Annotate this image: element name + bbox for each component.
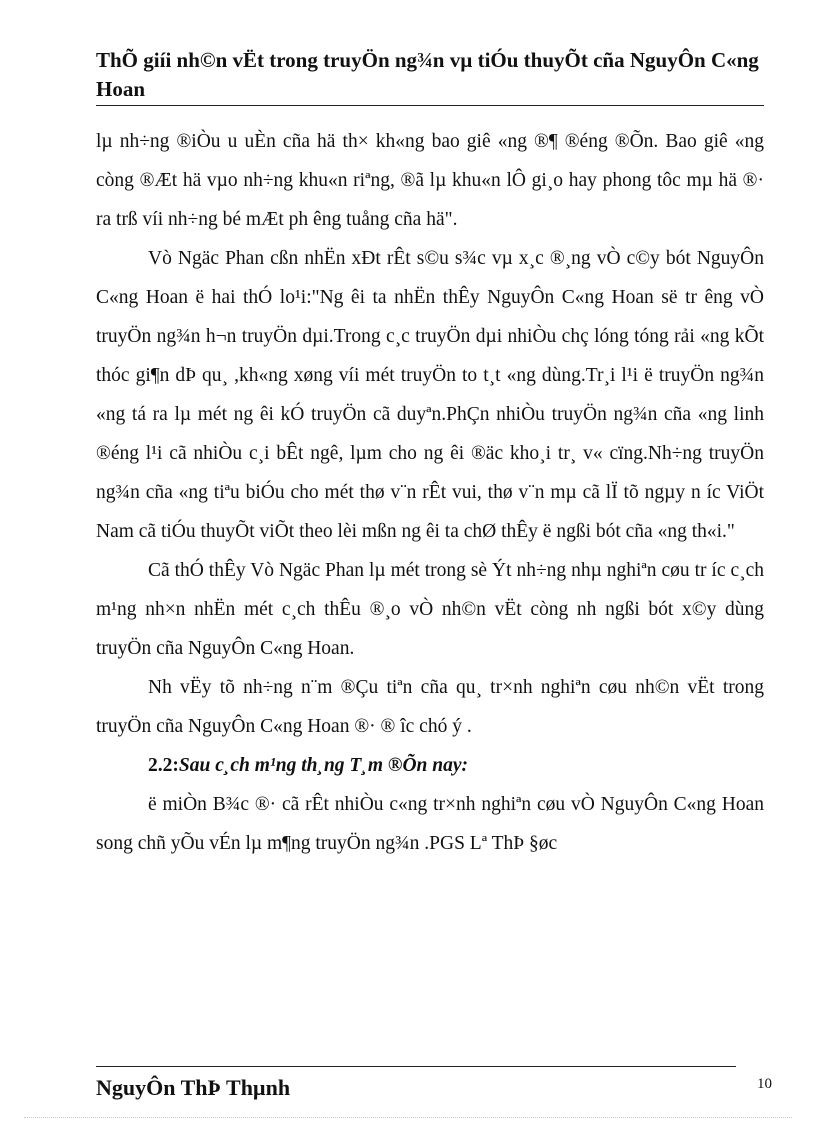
footer-author: NguyÔn ThÞ Thµnh — [96, 1075, 291, 1100]
document-page — [96, 0, 772, 1123]
paragraph-3: Cã thÓ thÊy Vò Ngäc Phan lµ mét trong sè Ýt nh÷ng nhµ nghiªn cøu tr íc c¸ch m¹ng nh×n nhËn mét c¸ch thÊu ®¸o vÒ nh©n vËt còng nh ngßi bót x©y dùng truyÖn cña NguyÔn C«ng Hoan. — [96, 560, 764, 659]
section-number: 2.2: — [148, 755, 179, 776]
paragraph-1: lµ nh÷ng ®iÒu u uÈn cña hä th× kh«ng bao giê «ng ®¶ ®éng ®Õn. Bao giê «ng còng ®Æt hä vµo nh÷ng khu«n riªng, ®ã lµ khu«n lÔ gi¸o hay phong tôc mµ hä ®· ra trß víi nh÷ng bé mÆt ph êng tuång cña hä". — [96, 131, 764, 230]
paragraph-5: ë miÒn B¾c ®· cã rÊt nhiÒu c«ng tr×nh nghiªn cøu vÒ NguyÔn C«ng Hoan song chñ yÕu vÉn lµ m¶ng truyÖn ng¾n .PGS Lª ThÞ §øc — [96, 794, 764, 854]
section-title: Sau c¸ch m¹ng th¸ng T¸m ®Õn nay: — [178, 755, 468, 776]
footer-divider — [96, 1066, 736, 1067]
paragraph-2: Vò Ngäc Phan cßn nhËn xÐt rÊt s©u s¾c vµ x¸c ®¸ng vÒ c©y bót NguyÔn C«ng Hoan ë hai thÓ lo¹i:"Ng êi ta nhËn thÊy NguyÔn C«ng Hoan së tr êng vÒ truyÖn ng¾n h¬n truyÖn dµi.Trong c¸c truyÖn dµi nhiÒu chç lóng tóng rải «ng kÕt thóc gi¶n dÞ qu¸ ,kh«ng xøng víi mét truyÖn to t¸t «ng dùng.Tr¸i l¹i ë truyÖn ng¾n «ng tá ra lµ mét ng êi kÓ truyÖn cã duyªn.PhÇn nhiÒu truyÖn ng¾n cña «ng linh ®éng l¹i cã nhiÒu c¸i bÊt ngê, lµm cho ng êi ®äc kho¸i tr¸ v« cïng.Nh÷ng truyÖn ng¾n cña «ng tiªu biÓu cho mét thø v¨n rÊt vui, thø v¨n mµ cã lÏ tõ ngµy n íc ViÖt Nam cã tiÓu thuyÕt viÕt theo lèi mßn ng êi ta chØ thÊy ë ngßi bót cña «ng th«i." — [96, 248, 764, 542]
body-text — [96, 122, 764, 863]
section-heading — [96, 746, 764, 785]
header-divider — [96, 105, 764, 106]
page-edge-guide — [24, 1117, 792, 1118]
running-header-title: ThÕ giíi nh©n vËt trong truyÖn ng¾n vµ tiÓu thuyÕt cña NguyÔn C«ng Hoan — [96, 48, 759, 101]
paragraph-4: Nh vËy tõ nh÷ng n¨m ®Çu tiªn cña qu¸ tr×nh nghiªn cøu nh©n vËt trong truyÖn cña NguyÔn C«ng Hoan ®· ® îc chó ý . — [96, 677, 764, 737]
page-number: 10 — [757, 1076, 772, 1092]
